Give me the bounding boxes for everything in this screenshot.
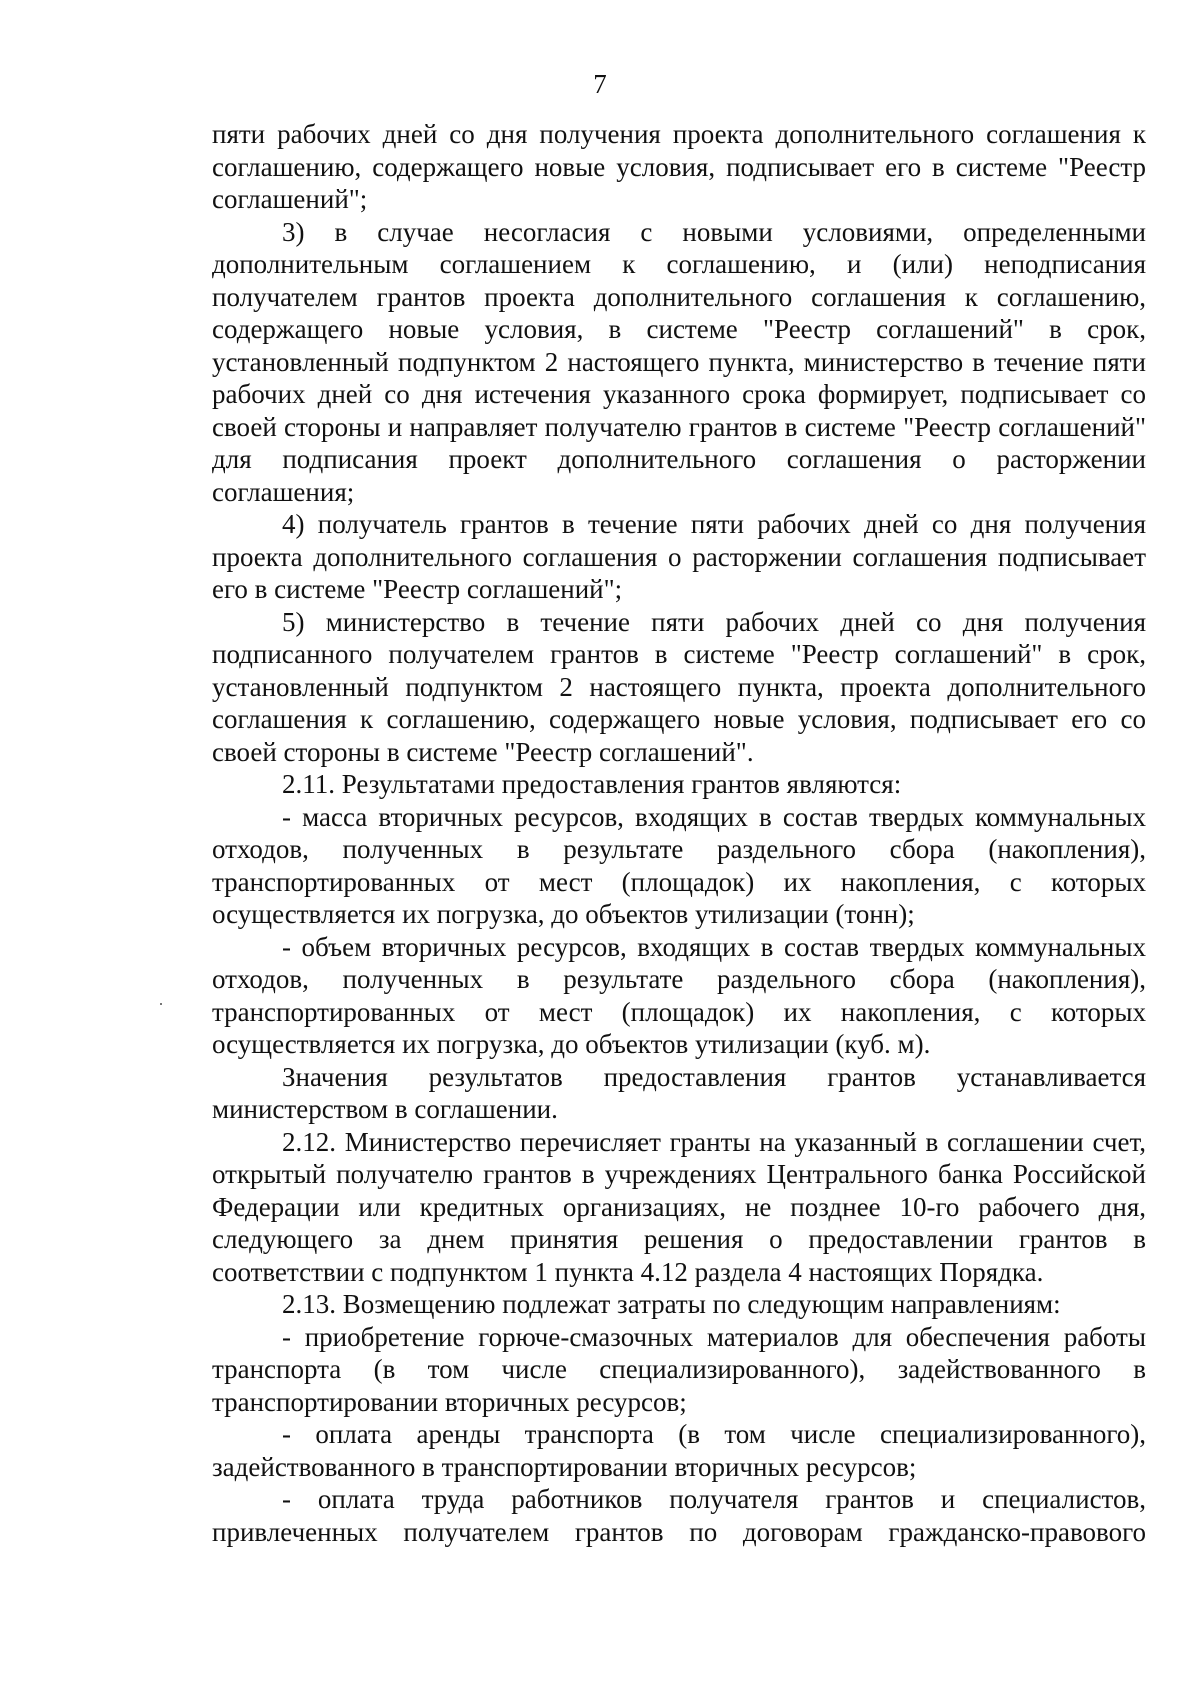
- paragraph-result-values: Значения результатов предоставления грантов устанавливается министерством в соглашении.: [212, 1061, 1146, 1124]
- document-body: [212, 118, 1146, 1548]
- paragraph-2-11: 2.11. Результатами предоставления грантов являются:: [282, 769, 902, 799]
- paragraph-result-mass: - масса вторичных ресурсов, входящих в состав твердых коммунальных отходов, полученных в результате раздельного сбора (накопления), транспортированных от мест (площадок) их накопления, с которых осуществляется их погрузка, до объектов утилизации (тонн);: [212, 801, 1146, 929]
- paragraph-item-3: 3) в случае несогласия с новыми условиями, определенными дополнительным соглашением к соглашению, и (или) неподписания получателем грантов проекта дополнительного соглашения к соглашению, содержащего новые условия, в системе "Реестр соглашений" в срок, установленный подпунктом 2 настоящего пункта, министерство в течение пяти рабочих дней со дня истечения указанного срока формирует, подписывает со своей стороны и направляет получателю грантов в системе "Реестр соглашений" для подписания проект дополнительного соглашения о расторжении соглашения;: [212, 216, 1146, 507]
- paragraph-continuation: пяти рабочих дней со дня получения проекта дополнительного соглашения к соглашению, содержащего новые условия, подписывает его в системе "Реестр соглашений";: [212, 119, 1146, 214]
- scan-speck: [160, 1003, 162, 1005]
- paragraph-2-13: 2.13. Возмещению подлежат затраты по следующим направлениям:: [282, 1289, 1061, 1319]
- paragraph-2-12: 2.12. Министерство перечисляет гранты на указанный в соглашении счет, открытый получателю грантов в учреждениях Центрального банка Российской Федерации или кредитных организациях, не позднее 10-го рабочего дня, следующего за днем принятия решения о предоставлении грантов в соответствии с подпунктом 1 пункта 4.12 раздела 4 настоящих Порядка.: [212, 1126, 1146, 1287]
- paragraph-item-5: 5) министерство в течение пяти рабочих дней со дня получения подписанного получателем грантов в системе "Реестр соглашений" в срок, установленный подпунктом 2 настоящего пункта, проекта дополнительного соглашения к соглашению, содержащего новые условия, подписывает его со своей стороны в системе "Реестр соглашений".: [212, 606, 1146, 767]
- paragraph-result-volume: - объем вторичных ресурсов, входящих в состав твердых коммунальных отходов, полученных в результате раздельного сбора (накопления), транспортированных от мест (площадок) их накопления, с которых осуществляется их погрузка, до объектов утилизации (куб. м).: [212, 931, 1146, 1059]
- page-number: 7: [593, 69, 607, 99]
- paragraph-cost-labor: - оплата труда работников получателя грантов и специалистов, привлеченных получателем грантов по договорам гражданско-правового: [212, 1484, 1146, 1547]
- paragraph-item-4: 4) получатель грантов в течение пяти рабочих дней со дня получения проекта дополнительного соглашения о расторжении соглашения подписывает его в системе "Реестр соглашений";: [212, 509, 1146, 604]
- paragraph-cost-rent: - оплата аренды транспорта (в том числе специализированного), задействованного в транспортировании вторичных ресурсов;: [212, 1419, 1146, 1482]
- paragraph-cost-fuel: - приобретение горюче-смазочных материалов для обеспечения работы транспорта (в том числе специализированного), задействованного в транспортировании вторичных ресурсов;: [212, 1321, 1146, 1417]
